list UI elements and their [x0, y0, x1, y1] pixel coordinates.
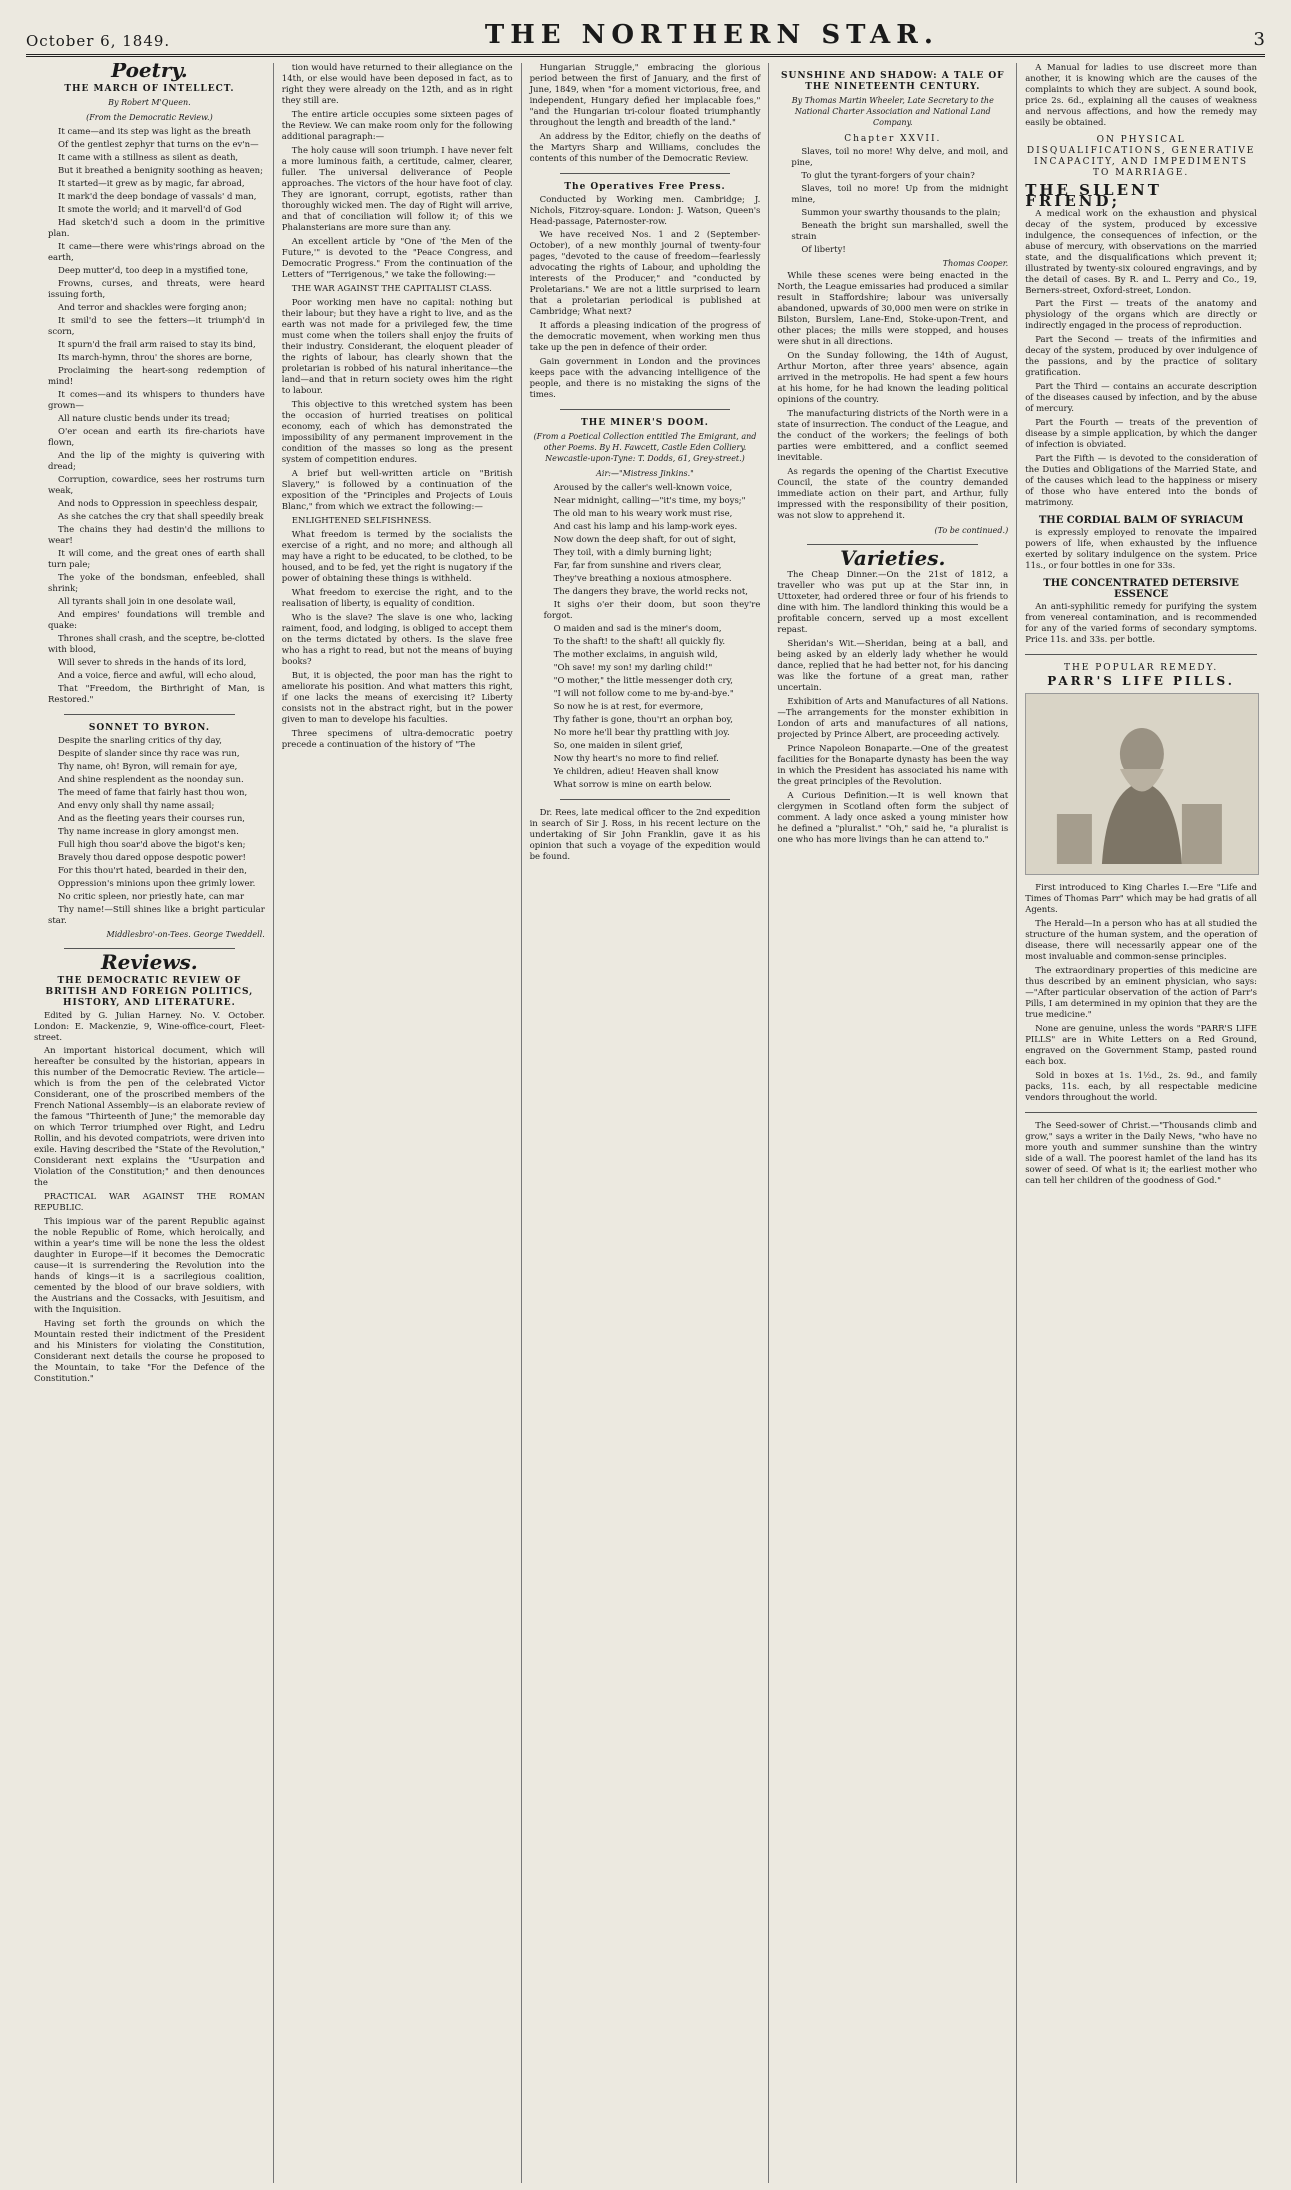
miners-poem-line: It sighs o'er their doom, but soon they're forgot.	[543, 600, 761, 621]
physical-heading: ON PHYSICAL DISQUALIFICATIONS, GENERATIVE INCAPACITY, AND IMPEDIMENTS TO MARRIAGE.	[1026, 135, 1256, 178]
review-paragraph: A brief but well-written article on "British Slavery," is followed by a continuation of the exposition of the "Principles and Projects of Louis Blanc," from which we extract the following:—	[281, 469, 513, 512]
varieties-list	[777, 570, 1008, 846]
review-paragraph: This impious war of the parent Republic against the noble Republic of Rome, which heroically, and within a year's time will be none the less the oldest daughter in Europe—if it becomes the Democratic cause—it is surrendering the Revolution into the hands of kings—it is a sacrilegious coalition, cemented by the blood of our brave soldiers, with the Austrians and the Cossacks, with Jesuitism, and with the Inquisition.	[34, 1217, 265, 1315]
miners-poem-line: "Oh save! my son! my darling child!"	[553, 663, 713, 673]
section-heading-varieties: Varieties.	[840, 546, 946, 570]
poem-line: And the lip of the mighty is quivering with dread;	[48, 451, 265, 472]
masthead	[26, 10, 1265, 57]
miners-poem-line: The dangers they brave, the world recks not,	[553, 587, 749, 597]
variety-item: A Curious Definition.—It is well known that clergymen in Scotland often form the subject of comment. A lady once asked a young minister how he defined a "pluralist." "Oh," said he, "a pluralist is one who has more livings than he can attend to."	[777, 791, 1009, 845]
story-byline: By Thomas Martin Wheeler, Late Secretary to the National Charter Association and National Land Company.	[791, 96, 994, 127]
review-paragraph: The holy cause will soon triumph. I have never felt a more luminous faith, a certitude, calmer, clearer, fuller. The universal deliverance of People approaches. The victors of the hour have foot of clay. They are ignorant, corrupt, egotists, rather than thoroughly wicked men. The day of Right will arrive, and that of conciliation will follow it; of this we Phalansterians are more sure than any.	[281, 146, 513, 233]
miners-poem-line: Near midnight, calling—"it's time, my boys;"	[553, 496, 746, 506]
parrs-pills-paragraph: None are genuine, unless the words "PARR'S LIFE PILLS" are in White Letters on a Red Ground, engraved on the Government Stamp, pasted round each box.	[1025, 1024, 1257, 1067]
review-paragraph: An excellent article by "One of 'the Men of the Future,'" is devoted to the "Peace Congress, and Democratic Progress." From the continuation of the Letters of "Terrigenous," we take the following:—	[281, 237, 513, 280]
divider	[1025, 1112, 1257, 1113]
review-paragraph: ENLIGHTENED SELFISHNESS.	[291, 516, 432, 526]
parrs-pills-title: PARR'S LIFE PILLS.	[1047, 674, 1235, 688]
column-1	[26, 63, 274, 2183]
old-parr-engraving-image	[1025, 693, 1259, 875]
sonnet-line: And as the fleeting years their courses run,	[58, 814, 246, 824]
review-body	[34, 1046, 265, 1385]
sonnet-line: No critic spleen, nor priestly hate, can mar	[58, 892, 245, 902]
poem-line: And nods to Oppression in speechless despair,	[58, 499, 258, 509]
poem-line: It smil'd to see the fetters—it triumph'd in scorn,	[48, 316, 265, 337]
review-paragraph: PRACTICAL WAR AGAINST THE ROMAN REPUBLIC.	[34, 1192, 265, 1213]
miners-poem-line: And cast his lamp and his lamp-work eyes.	[553, 522, 738, 532]
review-paragraph: What freedom to exercise the right, and to the realisation of liberty, is equality of condition.	[281, 588, 513, 609]
poem-line: Frowns, curses, and threats, were heard issuing forth,	[48, 279, 265, 300]
divider	[560, 409, 731, 410]
poem-line: It came with a stillness as silent as death,	[58, 153, 239, 163]
miners-poem-line: What sorrow is mine on earth below.	[553, 780, 712, 790]
review-paragraph: What freedom is termed by the socialists the exercise of a right, and no more; and although all may have a right to be educated, to be clothed, to be housed, and to be fed, yet the right is nugatory if the power of obtaining these things is withheld.	[281, 530, 513, 584]
review-intro: Edited by G. Julian Harney. No. V. October. London: E. Mackenzie, 9, Wine-office-court, Fleet-street.	[34, 1011, 265, 1043]
poem-line: Had sketch'd such a doom in the primitive plan.	[48, 218, 265, 239]
variety-item: Exhibition of Arts and Manufactures of all Nations.—The arrangements for the monster exhibition in London of arts and manufactures of all nations, projected by Prince Albert, are proceeding actively.	[777, 697, 1009, 740]
parrs-pills-body	[1025, 883, 1257, 1104]
review-conclusion	[530, 63, 761, 165]
issue-date: October 6, 1849.	[26, 32, 171, 50]
epigraph-line: Summon your swarthy thousands to the plain;	[801, 208, 1001, 218]
newspaper-title: THE NORTHERN STAR.	[484, 20, 939, 50]
sonnet-line: Despite the snarling critics of thy day,	[58, 736, 222, 746]
sonnet-line: Despite of slander since thy race was run,	[58, 749, 240, 759]
poem-line: Of the gentlest zephyr that turns on the ev'n—	[58, 140, 259, 150]
poem-line: It spurn'd the frail arm raised to stay its bind,	[58, 340, 256, 350]
silent-friend-parts	[1025, 299, 1257, 509]
poem-line: Corruption, cowardice, sees her rostrums turn weak,	[48, 475, 265, 496]
story-paragraph: As regards the opening of the Chartist Executive Council, the state of the country demanded immediate action on their part, and Arthur, fully impressed with the responsibility of their position, was not slow to apprehend it.	[777, 467, 1009, 521]
miners-poem-line: Ye children, adieu! Heaven shall know	[553, 767, 719, 777]
parrs-pills-paragraph: First introduced to King Charles I.—Ere "Life and Times of Thomas Parr" which may be had gratis of all Agents.	[1025, 883, 1257, 915]
miners-poem-line: The old man to his weary work must rise,	[553, 509, 733, 519]
divider	[807, 544, 978, 545]
divider	[64, 948, 235, 949]
miners-poem-line: No more he'll bear thy prattling with joy.	[553, 728, 730, 738]
review-paragraph: The entire article occupies some sixteen pages of the Review. We can make room only for the following additional paragraph:—	[281, 110, 513, 142]
section-heading-poetry: Poetry.	[111, 63, 188, 82]
poem-line: The yoke of the bondsman, enfeebled, shall shrink;	[48, 573, 265, 594]
story-continued: (To be continued.)	[934, 526, 1009, 535]
poem-line: Its march-hymn, throu' the shores are borne,	[58, 353, 253, 363]
detersive-essence-title: THE CONCENTRATED DETERSIVE ESSENCE	[1043, 578, 1239, 600]
poem-line: All nature clustic bends under its tread;	[58, 414, 231, 424]
poem-line: Thrones shall crash, and the sceptre, be-clotted with blood,	[48, 634, 265, 655]
review-paragraph: Who is the slave? The slave is one who, lacking raiment, food, and lodging, is obliged to accept them on the terms dictated by others. Is the slave free who has a right to read, but not the means of buying books?	[281, 613, 513, 667]
sonnet-line: And shine resplendent as the noonday sun.	[58, 775, 244, 785]
epigraph-line: To glut the tyrant-forgers of your chain?	[801, 171, 975, 181]
poem-line: O'er ocean and earth its fire-chariots have flown,	[48, 427, 265, 448]
poem-line: Will sever to shreds in the hands of its lord,	[58, 658, 247, 668]
poem-line: And empires' foundations will tremble and quake:	[48, 610, 265, 631]
poem-byline: By Robert M'Queen.	[108, 98, 191, 107]
column-5	[1017, 63, 1265, 2183]
section-heading-reviews: Reviews.	[101, 950, 198, 974]
review-paragraph: This objective to this wretched system has been the occasion of hurried treatises on political economy, each of which has demonstrated the impossibility of any permanent improvement in the condition of the masses so long as the present system of competition endures.	[281, 400, 513, 465]
miners-poem-line: The mother exclaims, in anguish wild,	[553, 650, 718, 660]
review2-paragraph: We have received Nos. 1 and 2 (September-October), of a new monthly journal of twenty-four pages, "devoted to the cause of freedom—fearlessly advocating the rights of Labour, and upholding the interests of the Producer," and "conducted by Proletarians." We are not a little surprised to learn that a proletarian periodical is published at Cambridge; What next?	[529, 230, 761, 317]
sonnet-verse	[34, 736, 265, 927]
sonnet-line: The meed of fame that fairly hast thou won,	[58, 788, 248, 798]
review2-paragraph: Gain government in London and the provinces keeps pace with the advancing intelligence of the people, and there is no mistaking the signs of the times.	[529, 357, 761, 400]
sonnet-signature: Middlesbro'-on-Tees. George Tweddell.	[106, 930, 265, 939]
seed-sower-paragraph: The Seed-sower of Christ.—"Thousands climb and grow," says a writer in the Daily News, "who have no more youth and summer sunshine than the wintry side of a wall. The poorest hamlet of the land has its sower of seed. Of what is it; the earliest mother who can tell her children of the goodness of God."	[1025, 1121, 1257, 1186]
story-epigraph-signature: Thomas Cooper.	[942, 259, 1009, 268]
sonnet-line: Thy name increase in glory amongst men.	[58, 827, 239, 837]
poem-line: All tyrants shall join in one desolate wail,	[58, 597, 236, 607]
poem-line: Deep mutter'd, too deep in a mystified tone,	[58, 266, 249, 276]
parrs-pills-paragraph: Sold in boxes at 1s. 1½d., 2s. 9d., and family packs, 11s. each, by all respectable medicine vendors throughout the world.	[1025, 1071, 1257, 1103]
poem-line: It came—there were whis'rings abroad on the earth,	[48, 242, 265, 263]
poem-line: The chains they had destin'd the millions to wear!	[48, 525, 265, 546]
divider	[64, 714, 235, 715]
miners-poem-source: (From a Poetical Collection entitled The Emigrant, and other Poems. By H. Fawcett, Castle Eden Colliery. Newcastle-upon-Tyne: T. Dodds, 61, Grey-street.)	[533, 432, 757, 463]
popular-remedy-label: THE POPULAR REMEDY.	[1063, 663, 1219, 673]
variety-item: Sheridan's Wit.—Sheridan, being at a ball, and being asked by an elderly lady whether he would dance, replied that he had better not, for his dancing was like the fortune of a great man, rather uncertain.	[777, 639, 1009, 693]
story-paragraph: While these scenes were being enacted in the North, the League emissaries had produced a similar result in Staffordshire; labour was universally abandoned, upwards of 30,000 men were on strike in Bilston, Burslem, Lane-End, Stoke-upon-Trent, and other places; the mills were stopped, and houses were shut in all directions.	[777, 271, 1009, 347]
poem-line: And a voice, fierce and awful, will echo aloud,	[58, 671, 257, 681]
divider	[560, 799, 731, 800]
review-paragraph: Poor working men have no capital: nothing but their labour; but they have a right to live, and as the earth was not made for a privileged few, the time must come when the toilers shall enjoy the fruits of their industry. Considerant, the eloquent pleader of the rights of labour, has clearly shown that the proletarian is robbed of his natural inheritance—the land—and that in return society owes him the right to labour.	[281, 298, 513, 396]
story-title: SUNSHINE AND SHADOW: A TALE OF THE NINETEENTH CENTURY.	[780, 71, 1005, 92]
variety-item: Prince Napoleon Bonaparte.—One of the greatest facilities for the Bonaparte dynasty has been the way in which the President has associated his name with the great principles of the Revolution.	[777, 744, 1009, 787]
epigraph-line: Slaves, toil no more! Up from the midnight mine,	[791, 184, 1009, 205]
review-paragraph: An important historical document, which will hereafter be consulted by the historian, appears in this number of the Democratic Review. The article—which is from the pen of the celebrated Victor Considerant, one of the proscribed members of the French National Assembly—is an elaborate review of the famous "Thirteenth of June;" the memorable day on which Terror triumphed over Right, and Ledru Rollin, and his devoted compatriots, were driven into exile. Having described the "State of the Revolution," Considerant next explains the "Usurpation and Violation of the Constitution;" and then denounces the	[34, 1046, 265, 1188]
review2-intro: Conducted by Working men. Cambridge; J. Nichols, Fitzroy-square. London: J. Watson, Queen's Head-passage, Paternoster-row.	[529, 195, 761, 227]
review2-body	[530, 230, 761, 401]
poem-line: It started—it grew as by magic, far abroad,	[58, 179, 245, 189]
sonnet-title: SONNET TO BYRON.	[88, 723, 210, 733]
miners-poem-line: "O mother," the little messenger doth cry,	[553, 676, 733, 686]
columns	[26, 63, 1265, 2183]
poem-source: (From the Democratic Review.)	[86, 113, 213, 122]
sonnet-line: Thy name, oh! Byron, will remain for aye,	[58, 762, 238, 772]
silent-friend-part: Part the First — treats of the anatomy and physiology of the organs which are directly or indirectly engaged in the process of reproduction.	[1025, 299, 1257, 331]
miners-poem-title: THE MINER'S DOOM.	[581, 418, 709, 428]
cordial-balm-title: THE CORDIAL BALM OF SYRIACUM	[1038, 515, 1244, 526]
divider	[1025, 654, 1257, 655]
miners-poem-line: Thy father is gone, thou'rt an orphan boy,	[553, 715, 733, 725]
miners-poem-air: Air:—"Mistress Jinkins."	[596, 469, 694, 478]
poem-line: It mark'd the deep bondage of vassals' d man,	[58, 192, 257, 202]
poem-line: As she catches the cry that shall speedily break	[58, 512, 264, 522]
poem-line: It will come, and the great ones of earth shall turn pale;	[48, 549, 265, 570]
review-paragraph: Having set forth the grounds on which the Mountain rested their indictment of the President and his Ministers for violating the Constitution, Considerant next details the course he proposed to the Mountain, to take "For the Defence of the Constitution."	[34, 1319, 265, 1384]
poem-line: And terror and shackles were forging anon;	[58, 303, 247, 313]
miners-poem-line: So now he is at rest, for evermore,	[553, 702, 704, 712]
sonnet-line: Thy name!—Still shines like a bright particular star.	[48, 905, 265, 926]
poem-line: But it breathed a benignity soothing as heaven;	[58, 166, 264, 176]
miners-poem-line: O maiden and sad is the miner's doom,	[553, 624, 722, 634]
cordial-balm-body: is expressly employed to renovate the impaired powers of life, when exhausted by the influence exerted by solitary indulgence on the system. Price 11s., or four bottles in one for 33s.	[1025, 528, 1257, 571]
miners-poem-line: Now down the deep shaft, for out of sight,	[553, 535, 737, 545]
top-advert: A Manual for ladies to use discreet more than another, it is knowing which are the causes of the complaints to which they are subject. A sound book, price 2s. 6d., explaining all the causes of weakness and nervous affections, and how the remedy may easily be obtained.	[1025, 63, 1257, 128]
sonnet-line: And envy only shall thy name assail;	[58, 801, 215, 811]
poem-line: It smote the world; and it marvell'd of God	[58, 205, 242, 215]
miners-poem-line: Aroused by the caller's well-known voice,	[553, 483, 733, 493]
review-paragraph: But, it is objected, the poor man has the right to ameliorate his position. And what matters this right, if one lacks the means of exercising it? Liberty consists not in the abstract right, but in the power given to man to develope his faculties.	[281, 671, 513, 725]
story-paragraph: On the Sunday following, the 14th of August, Arthur Morton, after three years' absence, again arrived in the metropolis. He had spent a few hours at his home, for he had known the leading political opinions of the country.	[777, 351, 1009, 405]
review-paragraph: An address by the Editor, chiefly on the deaths of the Martyrs Sharp and Williams, concludes the contents of this number of the Democratic Review.	[529, 132, 761, 164]
silent-friend-part: Part the Fifth — is devoted to the consideration of the Duties and Obligations of the Married State, and of the causes which lead to the happiness or misery of those who have entered into the bonds of matrimony.	[1025, 454, 1257, 508]
miners-poem-line: "I will not follow come to me by-and-bye."	[553, 689, 734, 699]
story-body	[777, 271, 1008, 522]
story-chapter: Chapter XXVII.	[844, 134, 942, 144]
dr-rees-paragraph: Dr. Rees, late medical officer to the 2nd expedition in search of Sir J. Ross, in his recent lecture on the undertaking of Sir John Franklin, gave it as his opinion that such a voyage of the expedition would be found.	[529, 808, 761, 862]
sonnet-line: For this thou'rt hated, bearded in their den,	[58, 866, 247, 876]
poem-verse	[34, 127, 265, 706]
divider	[560, 173, 731, 174]
review-paragraph: THE WAR AGAINST THE CAPITALIST CLASS.	[291, 284, 492, 294]
review-paragraph: Hungarian Struggle," embracing the glorious period between the first of January, and the first of June, 1849, when "for a moment victorious, free, and independent, Hungary defied her implacable foes," "and the Hungarian tri-colour floated triumphantly throughout the length and breadth of the land."	[529, 63, 761, 128]
epigraph-line: Beneath the bright sun marshalled, swell the strain	[791, 221, 1009, 242]
epigraph-line: Of liberty!	[801, 245, 846, 255]
silent-friend-part: Part the Second — treats of the infirmities and decay of the system, produced by over indulgence of the passions, and by the practice of solitary gratification.	[1025, 335, 1257, 378]
parrs-pills-paragraph: The extraordinary properties of this medicine are thus described by an eminent physician, who says:—"After particular observation of the action of Parr's Pills, I am determined in my opinion that they are the true medicine."	[1025, 966, 1257, 1020]
detersive-essence-body: An anti-syphilitic remedy for purifying the system from venereal contamination, and is recommended for any of the varied forms of secondary symptoms. Price 11s. and 33s. per bottle.	[1025, 602, 1257, 645]
parrs-pills-paragraph: The Herald—In a person who has at all studied the structure of the human system, and the operation of disease, there will necessarily appear one of the most invaluable and common-sense principles.	[1025, 919, 1257, 962]
silent-friend-title: THE SILENT FRIEND;	[1025, 181, 1162, 210]
column-3	[522, 63, 770, 2183]
miners-poem-line: They've breathing a noxious atmosphere.	[553, 574, 732, 584]
epigraph-line: Slaves, toil no more! Why delve, and moil, and pine,	[791, 147, 1009, 168]
silent-friend-part: Part the Third — contains an accurate description of the diseases caused by infection, and by the abuse of mercury.	[1025, 382, 1257, 414]
column-2	[274, 63, 522, 2183]
poem-title: THE MARCH OF INTELLECT.	[64, 84, 235, 94]
review-paragraph: tion would have returned to their allegiance on the 14th, or else would have been deposed in fact, as to right they were already on the 12th, and as in right they still are.	[281, 63, 513, 106]
review2-title: The Operatives Free Press.	[564, 182, 726, 192]
sonnet-line: Full high thou soar'd above the bigot's ken;	[58, 840, 246, 850]
miners-poem-line: They toil, with a dimly burning light;	[553, 548, 712, 558]
miners-poem-line: Now thy heart's no more to find relief.	[553, 754, 719, 764]
page-number: 3	[1253, 29, 1265, 50]
poem-line: It comes—and its whispers to thunders have grown—	[48, 390, 265, 411]
silent-friend-part: Part the Fourth — treats of the prevention of disease by a simple application, by which the danger of infection is obviated.	[1025, 418, 1257, 450]
story-epigraph	[777, 147, 1008, 256]
review-paragraph: Three specimens of ultra-democratic poetry precede a continuation of the history of "The	[281, 729, 513, 750]
miners-poem-line: To the shaft! to the shaft! all quickly fly.	[553, 637, 726, 647]
sonnet-line: Oppression's minions upon thee grimly lower.	[58, 879, 256, 889]
review-continuation	[282, 63, 513, 751]
story-paragraph: The manufacturing districts of the North were in a state of insurrection. The conduct of the League, and the conduct of the workers; the feelings of both parties were embittered, and a conflict seemed inevitable.	[777, 409, 1009, 463]
silent-friend-body: A medical work on the exhaustion and physical decay of the system, produced by excessive indulgence, the consequences of infection, or the abuse of mercury, with observations on the married state, and the disqualifications which prevent it; illustrated by twenty-six coloured engravings, and by the detail of cases. By R. and L. Perry and Co., 19, Berners-street, Oxford-street, London.	[1025, 209, 1257, 296]
column-4	[769, 63, 1017, 2183]
review-title: THE DEMOCRATIC REVIEW OF BRITISH AND FOREIGN POLITICS, HISTORY, AND LITERATURE.	[45, 976, 254, 1008]
miners-poem-line: Far, far from sunshine and rivers clear,	[553, 561, 722, 571]
poem-line: It came—and its step was light as the breath	[58, 127, 251, 137]
miners-poem-verse	[530, 483, 761, 791]
review2-paragraph: It affords a pleasing indication of the progress of the democratic movement, when working men thus take up the pen in defence of their order.	[529, 321, 761, 353]
variety-item: The Cheap Dinner.—On the 21st of 1812, a traveller who was put up at the Star inn, in Uttoxeter, had ordered three or four of his friends to dine with him. The landlord thinking this would be a profitable concern, served up a most excellent repast.	[777, 570, 1009, 635]
miners-poem-line: So, one maiden in silent grief,	[553, 741, 683, 751]
sonnet-line: Bravely thou dared oppose despotic power!	[58, 853, 246, 863]
poem-line: Proclaiming the heart-song redemption of mind!	[48, 366, 265, 387]
poem-line: That "Freedom, the Birthright of Man, is Restored."	[48, 684, 265, 705]
